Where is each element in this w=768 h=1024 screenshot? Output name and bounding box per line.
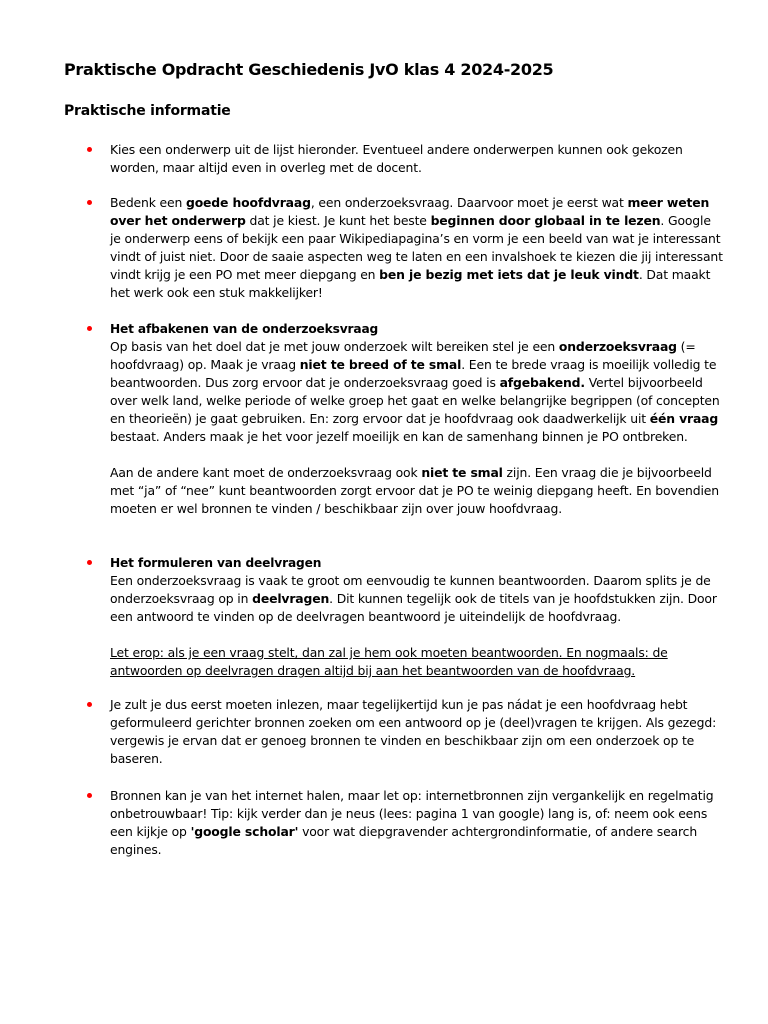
paragraph [110,194,724,302]
paragraph [110,464,724,518]
bold-text: deelvragen [252,591,330,606]
text-run: Vertel bijvoorbeeld over welk land, welke periode of welke groep het gaat en welke belangrijke begrippen (of concepten en theorieën) je gaat gebruiken. En: zorg ervoor dat je hoofdvraag ook daadwerkelijk uit [110,375,720,426]
underlined-text: Let erop: als je een vraag stelt, dan zal je hem ook moeten beantwoorden. En nogmaals: de antwoorden op deelvragen dragen altijd bij aan het beantwoorden van de hoofdvraag. [110,645,668,678]
text-run: . Google je onderwerp eens of bekijk een paar Wikipediapagina’s en vorm je een beeld van wat je interessant vindt of juist niet. Door de saaie aspecten weg te laten en een invalshoek te kiezen die jij interessant vindt krijg je een PO met meer diepgang en [110,213,723,282]
bold-text: niet te smal [421,465,503,480]
bold-text: één vraag [649,411,719,426]
document-title: Praktische Opdracht Geschiedenis JvO klas 4 2024-2025 [64,60,554,79]
bold-text: 'google scholar' [190,824,299,839]
paragraph [110,572,724,626]
text-run: (= hoofdvraag) op. Maak je vraag [110,339,696,372]
bullet-item [64,696,724,768]
paragraph [110,644,724,680]
item-heading: Het formuleren van deelvragen [110,556,322,570]
bullet-dot-icon [87,200,92,205]
paragraph [110,787,724,859]
bullet-item [64,320,724,518]
text-run: . Dat maakt het werk ook een stuk makkelijker! [110,267,711,300]
text-run: Een onderzoeksvraag is vaak te groot om eenvoudig te kunnen beantwoorden. Daarom splits je de onderzoeksvraag op in [110,573,711,606]
text-run: Je zult je dus eerst moeten inlezen, maar tegelijkertijd kun je pas nádat je een hoofdvraag hebt geformuleerd gerichter bronnen zoeken om een antwoord op je (deel)vragen te krijgen. Als gezegd: vergewis je ervan dat er genoeg bronnen te vinden en beschikbaar zijn om een onderzoek op te baseren. [110,697,717,766]
bold-text: niet te breed of te smal [299,357,462,372]
text-run: Op basis van het doel dat je met jouw onderzoek wilt bereiken stel je een [110,339,559,354]
paragraph [110,141,724,177]
bullet-dot-icon [87,702,92,707]
text-run: Bedenk een [110,195,186,210]
paragraph [110,338,724,446]
bold-text: onderzoeksvraag [558,339,677,354]
bold-text: afgebakend. [499,375,585,390]
bullet-text [110,787,724,859]
section-heading: Praktische informatie [64,103,231,119]
text-run: , een onderzoeksvraag. Daarvoor moet je eerst wat [310,195,628,210]
bullet-text [110,696,724,768]
text-run: . Een te brede vraag is moeilijk volledig te beantwoorden. Dus zorg ervoor dat je onderzoeksvraag goed is [110,357,717,390]
bullet-text [110,320,724,518]
text-run: Aan de andere kant moet de onderzoeksvraag ook [110,465,422,480]
bullet-item [64,787,724,859]
bullet-dot-icon [87,326,92,331]
bullet-item [64,141,724,177]
bullet-item [64,554,724,680]
text-run: Kies een onderwerp uit de lijst hieronder. Eventueel andere onderwerpen kunnen ook gekozen worden, maar altijd even in overleg met de docent. [110,142,683,175]
bold-text: goede hoofdvraag [185,195,311,210]
text-run: bestaat. Anders maak je het voor jezelf moeilijk en kan de samenhang binnen je PO ontbreken. [110,429,688,444]
bold-text: ben je bezig met iets dat je leuk vindt [379,267,639,282]
item-heading: Het afbakenen van de onderzoeksvraag [110,322,379,336]
bullet-text [110,554,724,680]
bold-text: meer weten over het onderwerp [110,195,710,228]
text-run: dat je kiest. Je kunt het beste [245,213,431,228]
bullet-item [64,194,724,302]
text-run: . Dit kunnen tegelijk ook de titels van je hoofdstukken zijn. Door een antwoord te vinden op de deelvragen beantwoord je uiteindelijk de hoofdvraag. [110,591,717,624]
bullet-text [110,141,724,177]
bullet-dot-icon [87,560,92,565]
paragraph [110,696,724,768]
text-run: voor wat diepgravender achtergrondinformatie, of andere search engines. [110,824,698,857]
text-run: zijn. Een vraag die je bijvoorbeeld met “ja” of “nee” kunt beantwoorden zorgt ervoor dat je PO te weinig diepgang heeft. En bovendien moeten er wel bronnen te vinden / beschikbaar zijn over jouw hoofdvraag. [110,465,719,516]
bullet-text [110,194,724,302]
bold-text: beginnen door globaal in te lezen [430,213,661,228]
bullet-dot-icon [87,147,92,152]
bullet-dot-icon [87,793,92,798]
text-run: Bronnen kan je van het internet halen, maar let op: internetbronnen zijn vergankelijk en regelmatig onbetrouwbaar! Tip: kijk verder dan je neus (lees: pagina 1 van google) lang is, of: neem ook eens een kijkje op [110,788,714,839]
